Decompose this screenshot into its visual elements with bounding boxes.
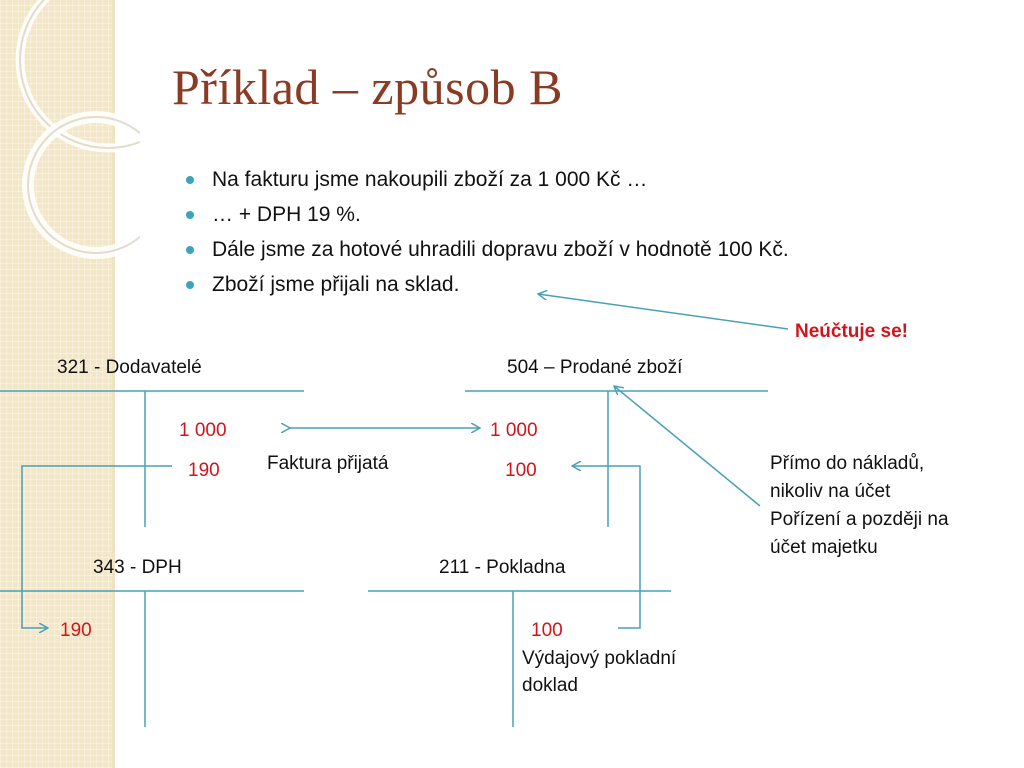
callout-text: Neúčtuje se! (795, 321, 908, 342)
cash-document-label-1: Výdajový pokladní (522, 648, 677, 669)
account-321-title: 321 - Dodavatelé (57, 357, 202, 378)
account-343-title: 343 - DPH (93, 557, 182, 578)
account-343-debit-190: 190 (60, 620, 92, 641)
note-line: Přímo do nákladů, (770, 453, 925, 474)
note-line: Pořízení a později na (770, 509, 949, 530)
bullet-text: Zboží jsme přijali na sklad. (212, 273, 460, 296)
note-arrow (614, 386, 760, 506)
callout-arrow (538, 294, 788, 329)
bullet-text: … + DPH 19 %. (212, 203, 361, 226)
note-line: účet majetku (770, 537, 878, 558)
account-504-debit-1000: 1 000 (490, 420, 538, 441)
bullet-text: Dále jsme za hotové uhradili dopravu zboží v hodnotě 100 Kč. (212, 238, 789, 261)
account-211-title: 211 - Pokladna (439, 557, 566, 578)
cash-arrow (572, 466, 640, 628)
account-321-credit-190: 190 (188, 460, 220, 481)
page-title: Příklad – způsob B (172, 59, 563, 115)
cash-document-label-2: doklad (522, 675, 578, 696)
note-box (770, 450, 949, 562)
account-504-debit-100: 100 (505, 460, 537, 481)
vat-arrow (22, 466, 172, 628)
account-321-credit-1000: 1 000 (179, 420, 227, 441)
invoice-label: Faktura přijatá (267, 453, 389, 474)
account-211-credit-100: 100 (531, 620, 563, 641)
note-line: nikoliv na účet (770, 481, 891, 502)
bullet-text: Na fakturu jsme nakoupili zboží za 1 000 Kč … (212, 168, 648, 191)
account-504-title: 504 – Prodané zboží (507, 357, 683, 378)
